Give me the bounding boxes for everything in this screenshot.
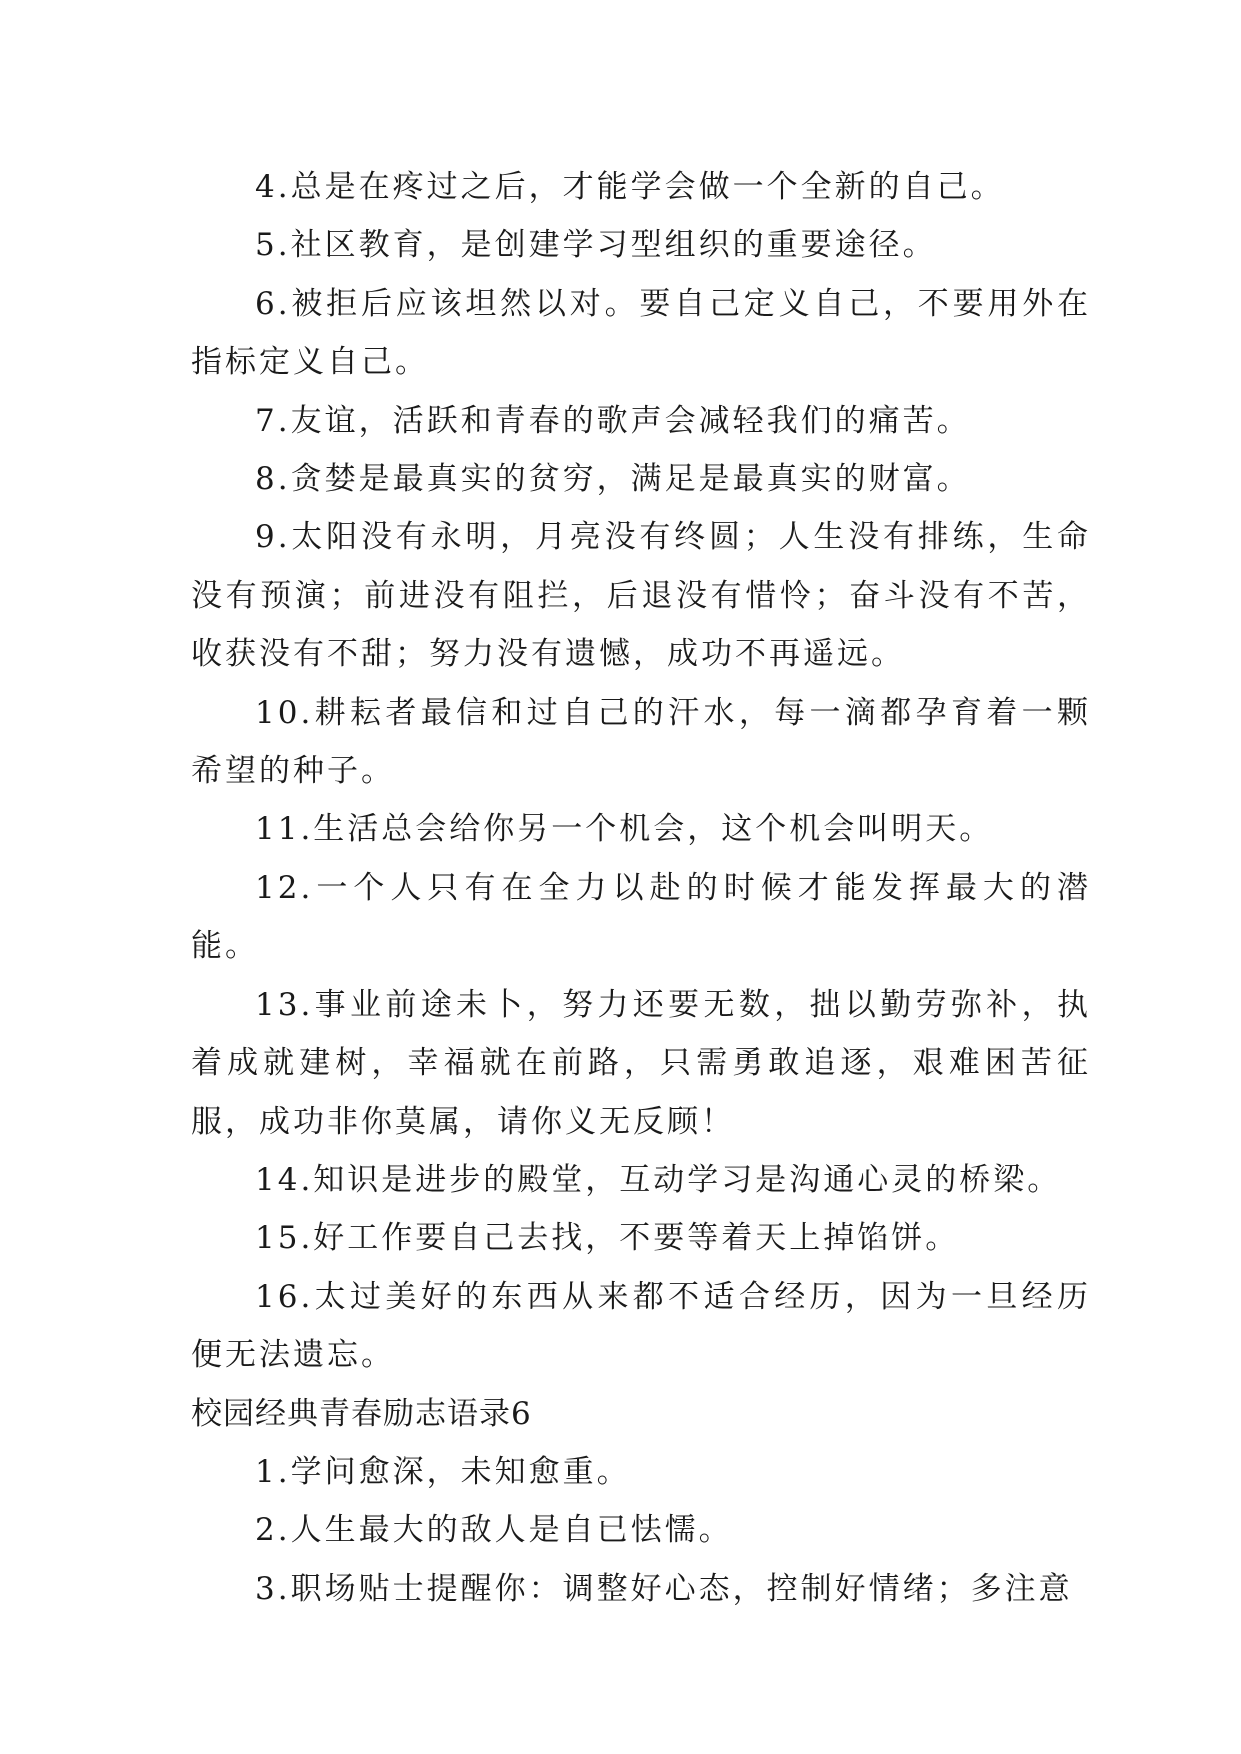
quote-item-5: 5.社区教育，是创建学习型组织的重要途径。 [255,227,937,264]
quote-item-9: 9.太阳没有永明，月亮没有终圆；人生没有排练，生命没有预演；前进没有阻拦，后退没有惜怜；奋斗没有不苦，收获没有不甜；努力没有遗憾，成功不再遥远。 [191,519,1091,673]
quote-item-16: 16.太过美好的东西从来都不适合经历，因为一旦经历便无法遗忘。 [191,1278,1091,1374]
quote-item-1: 1.学问愈深，未知愈重。 [255,1453,631,1490]
section-heading: 校园经典青春励志语录6 [191,1395,532,1432]
quote-item-4: 4.总是在疼过之后，才能学会做一个全新的自己。 [255,169,1005,205]
quote-item-8: 8.贪婪是最真实的贫穷，满足是最真实的财富。 [255,461,971,498]
quote-item-7: 7.友谊，活跃和青春的歌声会减轻我们的痛苦。 [255,402,971,439]
quote-item-2: 2.人生最大的敌人是自已怯懦。 [255,1512,733,1549]
quote-item-3: 3.职场贴士提醒你：调整好心态，控制好情绪；多注意 [255,1570,1073,1607]
quote-item-10: 10.耕耘者最信和过自己的汗水，每一滴都孕育着一颗希望的种子。 [191,694,1091,790]
quote-item-13: 13.事业前途未卜，努力还要无数，拙以勤劳弥补，执着成就建树，幸福就在前路，只需勇敢追逐，艰难困苦征服，成功非你莫属，请你义无反顾！ [191,986,1091,1140]
document-body [191,158,1091,1618]
quote-item-15: 15.好工作要自己去找，不要等着天上掉馅饼。 [255,1220,960,1257]
quote-item-12: 12.一个人只有在全力以赴的时候才能发挥最大的潜能。 [191,869,1091,965]
quote-item-14: 14.知识是进步的殿堂，互动学习是沟通心灵的桥梁。 [255,1161,1062,1198]
quote-item-6: 6.被拒后应该坦然以对。要自己定义自己，不要用外在指标定义自己。 [191,285,1091,381]
quote-item-11: 11.生活总会给你另一个机会，这个机会叫明天。 [255,811,994,848]
